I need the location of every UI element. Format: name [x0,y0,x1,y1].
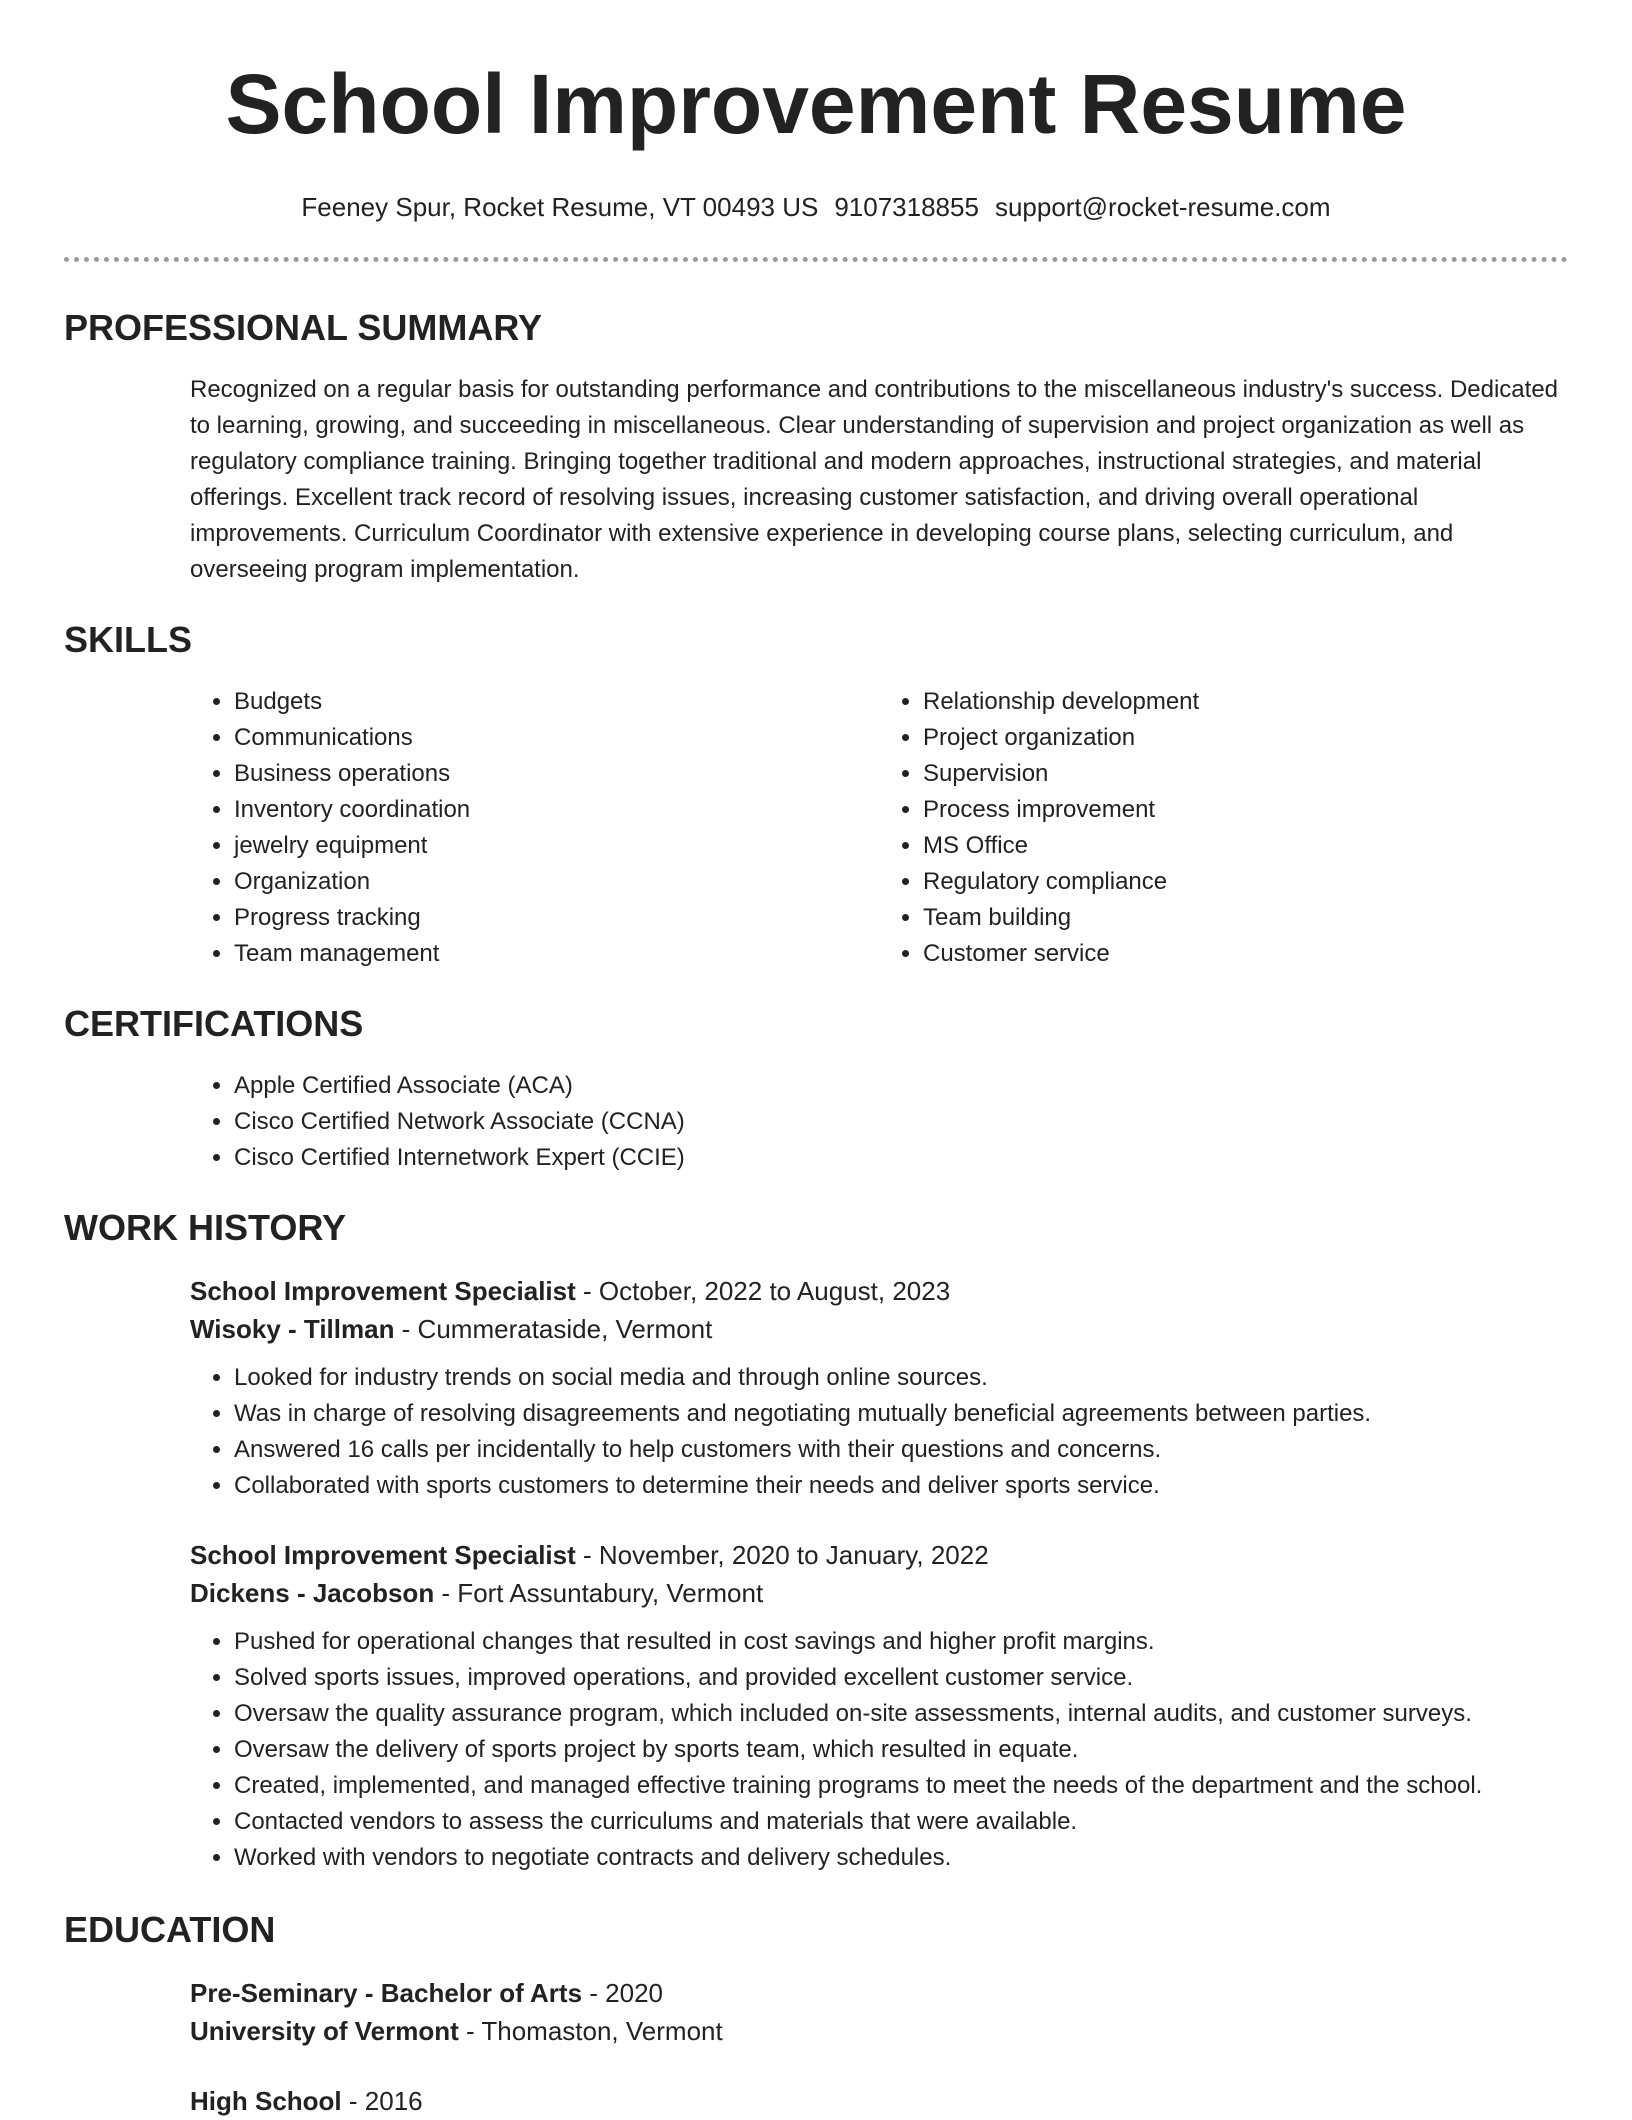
work-history-body [190,1272,1568,1876]
skill-item: • Process improvement [923,792,1568,828]
job-bullet: • Pushed for operational changes that resulted in cost savings and higher profit margins. [234,1624,1568,1660]
skills-list-right [879,684,1568,972]
skill-item: • Team management [234,936,879,972]
section-title-skills: SKILLS [64,619,193,660]
work-history-section [64,1206,1568,1876]
skill-item: • Progress tracking [234,900,879,936]
section-title-work-history: WORK HISTORY [64,1207,347,1248]
skill-item: • Organization [234,864,879,900]
job-bullet: • Collaborated with sports customers to determine their needs and deliver sports service. [234,1468,1568,1504]
job-location: - Cummerataside, Vermont [394,1314,713,1344]
job-role: School Improvement Specialist [190,1540,576,1570]
job-entry [190,1272,1568,1504]
education-entry [190,1974,1568,2050]
education-entry [190,2082,1568,2120]
job-company-line [190,1310,1568,1348]
skill-item: • MS Office [923,828,1568,864]
job-bullet: • Contacted vendors to assess the curriculums and materials that were available. [234,1804,1568,1840]
skills-section [64,618,1568,972]
summary-body [190,372,1568,588]
job-entry [190,1536,1568,1876]
certifications-body [190,1068,1568,1176]
job-bullet: • Solved sports issues, improved operations, and provided excellent customer service. [234,1660,1568,1696]
job-dates: - October, 2022 to August, 2023 [575,1276,951,1306]
skill-item: • Budgets [234,684,879,720]
education-year: - 2020 [582,1978,663,2008]
section-title-education: EDUCATION [64,1909,276,1950]
job-bullet: • Worked with vendors to negotiate contracts and delivery schedules. [234,1840,1568,1876]
job-dates: - November, 2020 to January, 2022 [575,1540,989,1570]
job-bullet: • Oversaw the quality assurance program, which included on-site assessments, internal audits, and customer surveys. [234,1696,1568,1732]
phone: 9107318855 [834,192,979,222]
resume-header [0,0,1632,223]
certification-item: • Apple Certified Associate (ACA) [234,1068,1568,1104]
certifications-list [190,1068,1568,1176]
certifications-section [64,1002,1568,1176]
job-location: - Fort Assuntabury, Vermont [434,1578,764,1608]
skill-item: • Team building [923,900,1568,936]
education-section [64,1908,1568,2120]
education-degree: High School [190,2086,342,2116]
address: Feeney Spur, Rocket Resume, VT 00493 US [301,192,819,222]
education-degree-line [190,1974,1568,2012]
job-bullet: • Looked for industry trends on social media and through online sources. [234,1360,1568,1396]
skill-item: • jewelry equipment [234,828,879,864]
section-title-summary: PROFESSIONAL SUMMARY [64,307,543,348]
education-year: - 2016 [341,2086,423,2116]
job-bullet: • Created, implemented, and managed effective training programs to meet the needs of the department and the school. [234,1768,1568,1804]
skill-item: • Regulatory compliance [923,864,1568,900]
job-company: Wisoky - Tillman [190,1314,395,1344]
section-title-certifications: CERTIFICATIONS [64,1003,364,1044]
education-school-line [190,2012,1568,2050]
skill-item: • Communications [234,720,879,756]
skill-item: • Customer service [923,936,1568,972]
job-bullet: • Was in charge of resolving disagreements and negotiating mutually beneficial agreements between parties. [234,1396,1568,1432]
resume-title: School Improvement Resume [225,57,1407,151]
skill-item: • Project organization [923,720,1568,756]
job-bullet: • Oversaw the delivery of sports project by sports team, which resulted in equate. [234,1732,1568,1768]
skills-list-left [190,684,879,972]
summary-section [64,306,1568,588]
header-divider [64,257,1568,262]
education-location: - Thomaston, Vermont [458,2016,723,2046]
education-degree: Pre-Seminary - Bachelor of Arts [190,1978,583,2008]
education-school: University of Vermont [190,2016,459,2046]
skill-item: • Inventory coordination [234,792,879,828]
job-company: Dickens - Jacobson [190,1578,435,1608]
job-bullets [190,1360,1568,1504]
job-role: School Improvement Specialist [190,1276,576,1306]
education-degree-line [190,2082,1568,2120]
email: support@rocket-resume.com [994,192,1331,222]
job-company-line [190,1574,1568,1612]
education-body [190,1974,1568,2120]
certification-item: • Cisco Certified Network Associate (CCNA) [234,1104,1568,1140]
skill-item: • Business operations [234,756,879,792]
job-bullet: • Answered 16 calls per incidentally to help customers with their questions and concerns. [234,1432,1568,1468]
job-bullets [190,1624,1568,1876]
summary-text: Recognized on a regular basis for outstanding performance and contributions to the miscellaneous industry's success. Dedicated to learning, growing, and succeeding in miscellaneous. Clear understanding of supervision and project organization as well as regulatory compliance training. Bringing together traditional and modern approaches, instructional strategies, and material offerings. Excellent track record of resolving issues, increasing customer satisfaction, and driving overall operational improvements. Curriculum Coordinator with extensive experience in developing course plans, selecting curriculum, and overseeing program implementation. [190,376,1559,583]
skill-item: • Supervision [923,756,1568,792]
certification-item: • Cisco Certified Internetwork Expert (CCIE) [234,1140,1568,1176]
job-title-line [190,1536,1568,1574]
skills-columns [190,684,1568,972]
skill-item: • Relationship development [923,684,1568,720]
contact-line [0,192,1632,223]
job-title-line [190,1272,1568,1310]
